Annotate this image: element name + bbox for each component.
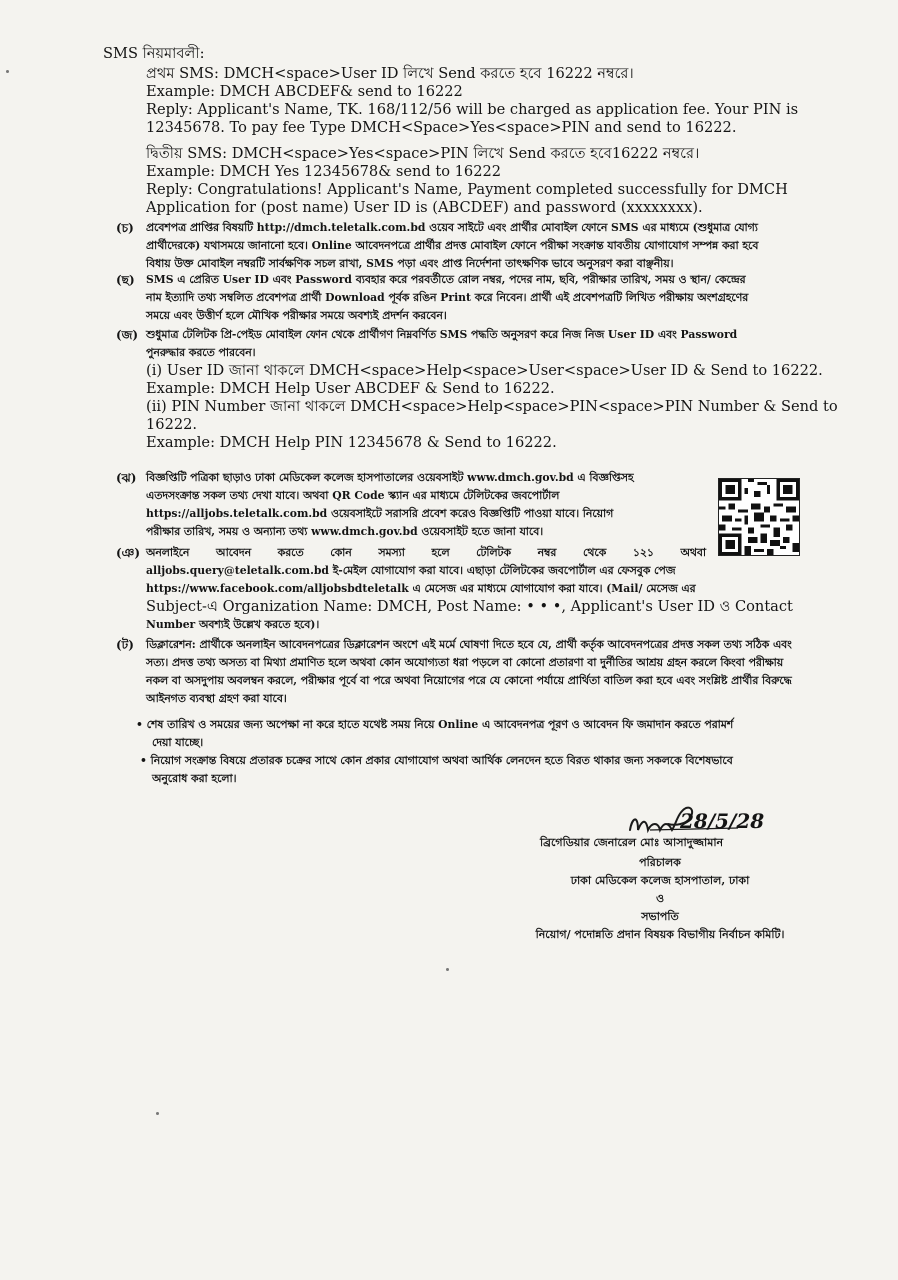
signature-date: 28/5/28	[680, 809, 765, 833]
section-cha-line1: প্রবেশপত্র প্রাপ্তির বিষয়টি http://dmch.teletalk.com.bd ওয়েব সাইটে এবং প্রার্থীর মোবাইল ফোনে SMS এর মাধ্যমে (শুধুমাত্র যোগ্য	[146, 221, 758, 234]
section-chha-line1: SMS এ প্রেরিত User ID এবং Password ব্যবহার করে পরবর্তীতে রোল নম্বর, পদের নাম, ছবি, পরীক্ষার তারিখ, সময় ও স্থান/ কেন্দ্রের	[146, 273, 746, 286]
section-cha-line2: প্রার্থীদেরকে) যথাসময়ে জানানো হবে। Online আবেদনপত্রে প্রার্থীর প্রদত্ত মোবাইল ফোনে পরীক্ষা সংক্রান্ত যাবতীয় যোগাযোগ সম্পন্ন করা হবে	[146, 239, 759, 252]
scan-speck	[446, 968, 449, 971]
nya-word: সমস্যা	[378, 546, 405, 559]
section-cha-line3: বিধায় উক্ত মোবাইল নম্বরটি সার্বক্ষণিক সচল রাখা, SMS পড়া এবং প্রাপ্ত নির্দেশনা তাৎক্ষণিক ভাবে অনুসরণ করা বাঞ্ছনীয়।	[146, 257, 674, 270]
section-jha-line4: পরীক্ষার তারিখ, সময় ও অন্যান্য তথ্য www.dmch.gov.bd ওয়েবসাইট হতে জানা যাবে।	[146, 525, 544, 538]
first-sms-reply-line2: 12345678. To pay fee Type DMCH<Space>Yes<space>PIN and send to 16222.	[146, 119, 737, 136]
first-sms-reply-line1: Reply: Applicant's Name, TK. 168/112/56 will be charged as application fee. Your PIN is	[146, 101, 799, 118]
section-nya-facebook-line: https://www.facebook.com/alljobsbdteletalk এ মেসেজ এর মাধ্যমে যোগাযোগ করা যাবে। (Mail/ মেসেজ এর	[146, 582, 696, 595]
warning-bullet-line1: • নিয়োগ সংক্রান্ত বিষয়ে প্রতারক চক্রের সাথে কোন প্রকার যোগাযোগ অথবা আর্থিক লেনদেন হতে বিরত থাকার জন্য সকলকে বিশেষভাবে	[140, 754, 733, 767]
section-ja-pin-example: Example: DMCH Help PIN 12345678 & Send to 16222.	[146, 434, 557, 451]
section-nya-line1	[146, 544, 706, 562]
nya-word: টেলিটক	[476, 546, 511, 559]
scan-speck	[156, 1112, 159, 1115]
section-ja-line2: পুনরুদ্ধার করতে পারবেন।	[146, 346, 256, 359]
nya-word: অথবা	[680, 546, 706, 559]
section-ja-line1: শুধুমাত্র টেলিটক প্রি-পেইড মোবাইল ফোন থেকে প্রার্থীগণ নিম্নবর্ণিত SMS পদ্ধতি অনুসরণ করে নিজ নিজ User ID এবং Password	[146, 328, 738, 341]
warning-bullet-line2: অনুরোধ করা হলো।	[152, 772, 237, 785]
sms-rules-title: SMS নিয়মাবলী:	[103, 45, 205, 62]
scan-speck	[6, 70, 9, 73]
section-jha-line2: এতদসংক্রান্ত সকল তথ্য দেখা যাবে। অথবা QR Code স্ক্যান এর মাধ্যমে টেলিটকের জবপোর্টাল	[146, 489, 560, 502]
section-chha-line2: নাম ইত্যাদি তথ্য সম্বলিত প্রবেশপত্র প্রার্থী Download পূর্বক রঙিন Print করে নিবেন। প্রার্থী এই প্রবেশপত্রটি লিখিত পরীক্ষায় অংশগ্রহণের	[146, 291, 749, 304]
section-nya-line5: Number অবশ্যই উল্লেখ করতে হবে)।	[146, 618, 320, 631]
first-sms-example: Example: DMCH ABCDEF& send to 16222	[146, 83, 463, 100]
second-sms-instruction: দ্বিতীয় SMS: DMCH<space>Yes<space>PIN লিখে Send করতে হবে16222 নম্বরে।	[146, 145, 700, 162]
nya-word: আবেদন	[215, 546, 252, 559]
section-chha-mark: (ছ)	[116, 273, 135, 287]
advice-bullet-line1: • শেষ তারিখ ও সময়ের জন্য অপেক্ষা না করে হাতে যথেষ্ট সময় নিয়ে Online এ আবেদনপত্র পূরণ ও আবেদন ফি জমাদান করতে পরামর্শ	[136, 718, 734, 731]
section-ja-userid-example: Example: DMCH Help User ABCDEF & Send to 16222.	[146, 380, 555, 397]
section-ta-mark: (ট)	[116, 638, 134, 652]
section-nya-subject-line: Subject-এ Organization Name: DMCH, Post Name: • • •, Applicant's User ID ও Contact	[146, 598, 793, 615]
qr-code[interactable]	[718, 478, 800, 556]
signatory-title: পরিচালক	[639, 856, 681, 869]
nya-word: কোন	[330, 546, 352, 559]
nya-word: ১২১	[632, 546, 654, 559]
signatory-office: ঢাকা মেডিকেল কলেজ হাসপাতাল, ঢাকা	[570, 874, 750, 887]
nya-word: নম্বর	[537, 546, 557, 559]
second-sms-reply-line2: Application for (post name) User ID is (ABCDEF) and password (xxxxxxxx).	[146, 199, 703, 216]
section-ta-line3: নকল বা অসদুপায় অবলম্বন করলে, পরীক্ষার পূর্বে বা পরে অথবা নিয়োগের পরে যে কোনো পর্যায়ে প্রার্থিতা বাতিল করা হবে এবং সংশ্লিষ্ট প্রার্থীর বিরুদ্ধে	[146, 674, 792, 687]
section-cha-mark: (চ)	[116, 221, 134, 235]
signatory-conjunction: ও	[655, 892, 665, 905]
section-ja-mark: (জ)	[116, 328, 139, 342]
section-ta-line4: আইনগত ব্যবস্থা গ্রহণ করা যাবে।	[146, 692, 287, 705]
signatory-title2: সভাপতি	[641, 910, 679, 923]
section-ta-line1: ডিক্লারেশন: প্রার্থীকে অনলাইন আবেদনপত্রের ডিক্লারেশন অংশে এই মর্মে ঘোষণা দিতে হবে যে, প্রার্থী কর্তৃক আবেদনপত্রের প্রদত্ত সকল তথ্য সঠিক এবং	[146, 638, 792, 651]
nya-word: হলে	[431, 546, 450, 559]
advice-bullet-line2: দেয়া যাচ্ছে।	[152, 736, 204, 749]
second-sms-example: Example: DMCH Yes 12345678& send to 16222	[146, 163, 502, 180]
section-jha-line3: https://alljobs.teletalk.com.bd ওয়েবসাইটে সরাসরি প্রবেশ করেও বিজ্ঞপ্তিটি পাওয়া যাবে। নিয়োগ	[146, 507, 614, 520]
section-ta-line2: সত্য। প্রদত্ত তথ্য অসত্য বা মিথ্যা প্রমাণিত হলে অথবা কোন অযোগ্যতা ধরা পড়লে বা কোনো প্রতারণা বা দুর্নীতির আশ্রয় গ্রহন করলে কিংবা পরীক্ষায়	[146, 656, 784, 669]
nya-word: অনলাইনে	[146, 546, 190, 559]
section-jha-mark: (ঝ)	[116, 471, 137, 485]
section-ja-pin-help: (ii) PIN Number জানা থাকলে DMCH<space>Help<space>PIN<space>PIN Number & Send to	[146, 398, 838, 415]
first-sms-instruction: প্রথম SMS: DMCH<space>User ID লিখে Send করতে হবে 16222 নম্বরে।	[146, 65, 634, 82]
section-nya-mark: (ঞ)	[116, 546, 141, 560]
section-ja-pin-help-cont: 16222.	[146, 416, 198, 433]
section-jha-line1: বিজ্ঞপ্তিটি পত্রিকা ছাড়াও ঢাকা মেডিকেল কলেজ হাসপাতালের ওয়েবসাইট www.dmch.gov.bd এ বিজ্ঞপ্তিসহ	[146, 471, 634, 484]
section-nya-email-line: alljobs.query@teletalk.com.bd ই-মেইল যোগাযোগ করা যাবে। এছাড়া টেলিটকের জবপোর্টাল এর ফেসবুক পেজ	[146, 564, 676, 577]
second-sms-reply-line1: Reply: Congratulations! Applicant's Name, Payment completed successfully for DMCH	[146, 181, 788, 198]
nya-word: থেকে	[582, 546, 607, 559]
nya-word: করতে	[277, 546, 304, 559]
signatory-name: ব্রিগেডিয়ার জেনারেল মোঃ আসাদুজ্জামান	[540, 836, 724, 849]
section-chha-line3: সময়ে এবং উত্তীর্ণ হলে মৌখিক পরীক্ষার সময়ে অবশ্যই প্রদর্শন করবেন।	[146, 309, 447, 322]
signatory-committee: নিয়োগ/ পদোন্নতি প্রদান বিষয়ক বিভাগীয় নির্বাচন কমিটি।	[535, 928, 785, 941]
section-ja-userid-help: (i) User ID জানা থাকলে DMCH<space>Help<space>User<space>User ID & Send to 16222.	[146, 362, 823, 379]
